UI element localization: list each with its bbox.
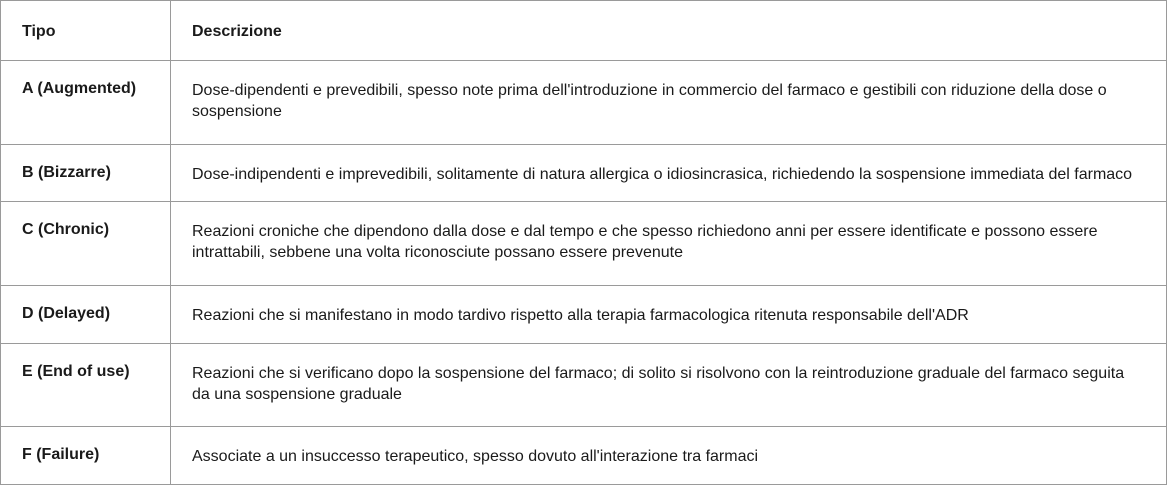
row-descrizione: Reazioni che si manifestano in modo tardivo rispetto alla terapia farmacologica ritenuta responsabile dell'ADR — [171, 286, 1167, 344]
row-descrizione: Dose-indipendenti e imprevedibili, solitamente di natura allergica o idiosincrasica, richiedendo la sospensione immediata del farmaco — [171, 144, 1167, 202]
row-tipo: E (End of use) — [1, 343, 171, 427]
row-descrizione: Reazioni che si verificano dopo la sospensione del farmaco; di solito si risolvono con la reintroduzione graduale del farmaco seguita da una sospensione graduale — [171, 343, 1167, 427]
header-tipo: Tipo — [1, 1, 171, 61]
header-descrizione: Descrizione — [171, 1, 1167, 61]
row-tipo: B (Bizzarre) — [1, 144, 171, 202]
row-tipo: D (Delayed) — [1, 286, 171, 344]
table-row — [1, 427, 1167, 485]
table-header-row — [1, 1, 1167, 61]
table-row — [1, 144, 1167, 202]
table-row — [1, 61, 1167, 145]
row-tipo: A (Augmented) — [1, 61, 171, 145]
table-row — [1, 343, 1167, 427]
row-descrizione: Associate a un insuccesso terapeutico, spesso dovuto all'interazione tra farmaci — [171, 427, 1167, 485]
table-row — [1, 202, 1167, 286]
table-row — [1, 286, 1167, 344]
row-tipo: C (Chronic) — [1, 202, 171, 286]
row-tipo: F (Failure) — [1, 427, 171, 485]
row-descrizione: Dose-dipendenti e prevedibili, spesso note prima dell'introduzione in commercio del farmaco e gestibili con riduzione della dose o sospensione — [171, 61, 1167, 145]
row-descrizione: Reazioni croniche che dipendono dalla dose e dal tempo e che spesso richiedono anni per essere identificate e possono essere intrattabili, sebbene una volta riconosciute possano essere prevenute — [171, 202, 1167, 286]
